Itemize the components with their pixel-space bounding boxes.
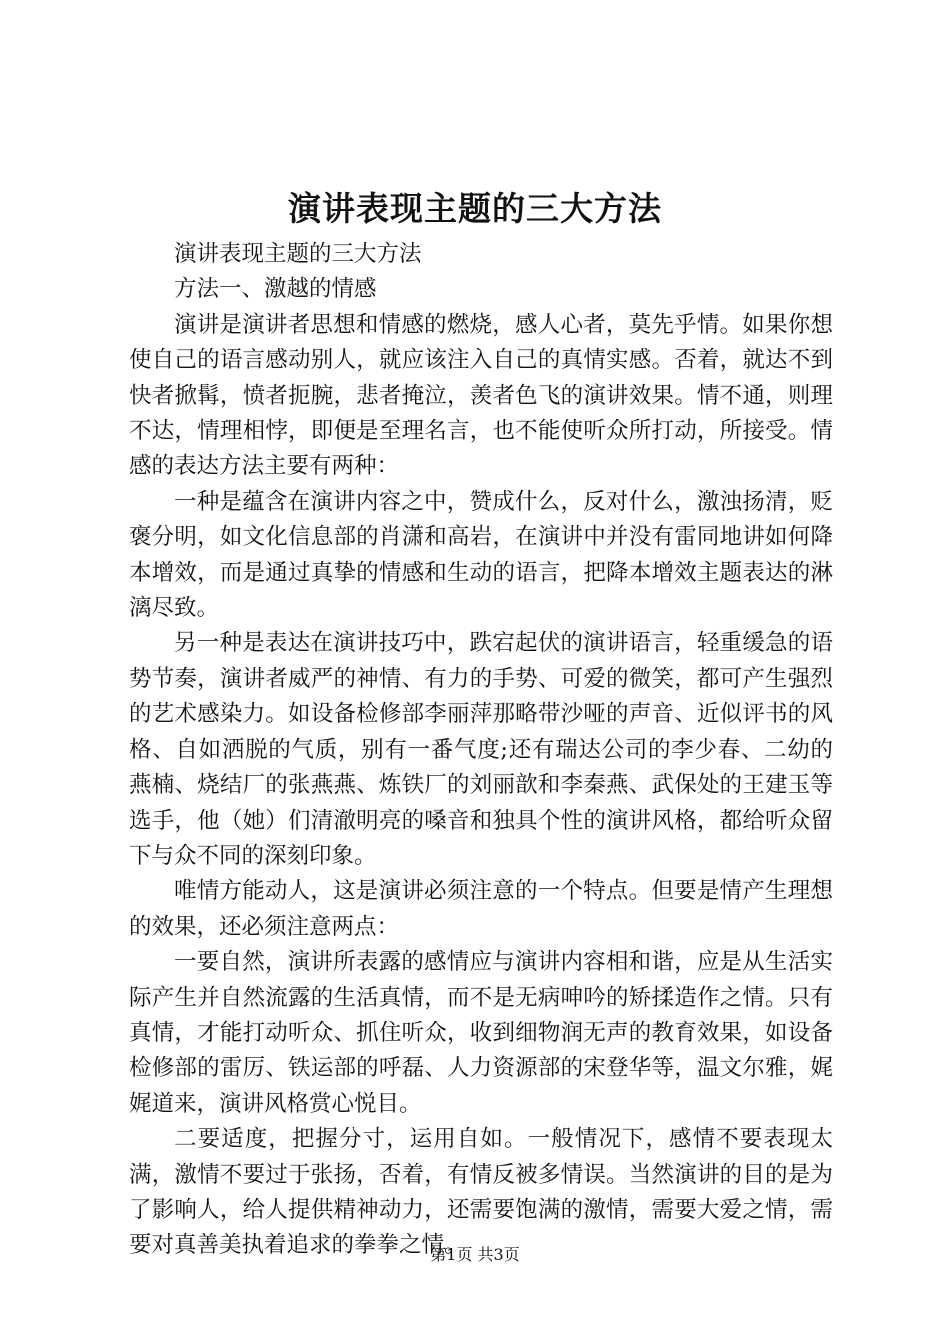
- paragraph: 一要自然，演讲所表露的感情应与演讲内容相和谐，应是从生活实际产生并自然流露的生活真情，而不是无病呻吟的矫揉造作之情。只有真情，才能打动听众、抓住听众，收到细物润无声的教育效果，如设备检修部的雷厉、铁运部的呼磊、人力资源部的宋登华等，温文尔雅，娓娓道来，演讲风格赏心悦目。: [129, 949, 833, 1117]
- page-footer: 第1页 共3页: [430, 1245, 520, 1264]
- paragraph: 一种是蕴含在演讲内容之中，赞成什么，反对什么，激浊扬清，贬褒分明，如文化信息部的肖潇和高岩，在演讲中并没有雷同地讲如何降本增效，而是通过真挚的情感和生动的语言，把降本增效主题表达的淋漓尽致。: [129, 488, 833, 622]
- document-title: 演讲表现主题的三大方法: [288, 189, 662, 228]
- document-body: [129, 237, 833, 1264]
- paragraph-subtitle: 演讲表现主题的三大方法: [174, 241, 422, 267]
- paragraph-section-heading: 方法一、激越的情感: [174, 276, 377, 303]
- paragraph: 二要适度，把握分寸，运用自如。一般情况下，感情不要表现太满，激情不要过于张扬，否着，有情反被多情误。当然演讲的目的是为了影响人，给人提供精神动力，还需要饱满的激情，需要大爱之情，需要对真善美执着追求的拳拳之情。: [129, 1126, 833, 1259]
- paragraph: 演讲是演讲者思想和情感的燃烧，感人心者，莫先乎情。如果你想使自己的语言感动别人，就应该注入自己的真情实感。否着，就达不到快者掀髯，愤者扼腕，悲者掩泣，羡者色飞的演讲效果。情不通，则理不达，情理相悖，即便是至理名言，也不能使听众所打动，所接受。情感的表达方法主要有两种：: [129, 311, 833, 480]
- paragraph: 另一种是表达在演讲技巧中，跌宕起伏的演讲语言，轻重缓急的语势节奏，演讲者威严的神情、有力的手势、可爱的微笑，都可产生强烈的艺术感染力。如设备检修部李丽萍那略带沙哑的声音、近似评书的风格、自如洒脱的气质，别有一番气度;还有瑞达公司的李少春、二幼的燕楠、烧结厂的张燕燕、炼铁厂的刘丽歆和李秦燕、武保处的王建玉等选手，他（她）们清澈明亮的嗓音和独具个性的演讲风格，都给听众留下与众不同的深刻印象。: [129, 630, 833, 869]
- paragraph: 唯情方能动人，这是演讲必须注意的一个特点。但要是情产生理想的效果，还必须注意两点：: [129, 878, 833, 940]
